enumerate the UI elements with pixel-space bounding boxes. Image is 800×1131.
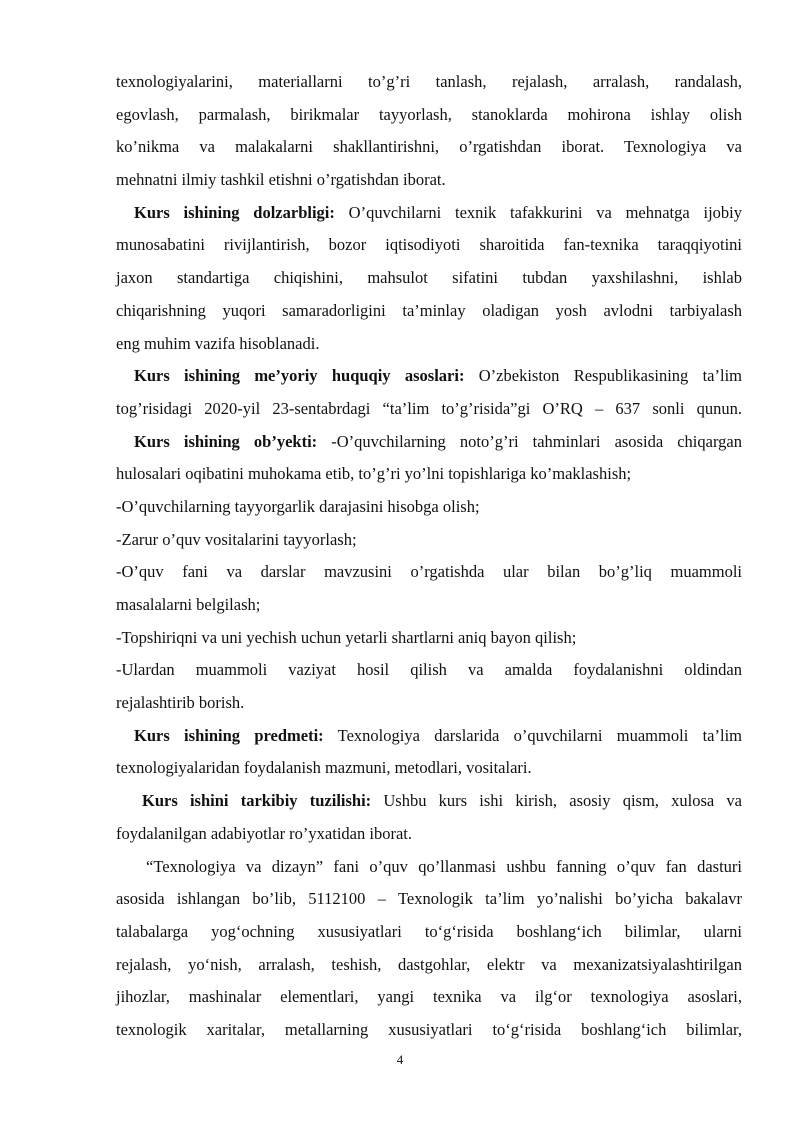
section-heading: Kurs ishining me’yoriy huquqiy asoslari: (134, 366, 465, 386)
text-line (116, 883, 742, 916)
text-line (116, 654, 742, 687)
text-segment: egovlash, parmalash, birikmalar tayyorlash, stanoklarda mohirona ishlay olish (116, 104, 742, 124)
text-segment: -Ulardan muammoli vaziyat hosil qilish va amalda foydalanishni oldindan (116, 660, 742, 680)
text-line (116, 752, 742, 785)
text-segment: masalalarni belgilash; (116, 595, 261, 614)
text-segment: -O’quvchilarning noto’g’ri tahminlari asosida chiqargan (317, 431, 742, 451)
text-line (116, 131, 742, 164)
text-segment: hulosalari oqibatini muhokama etib, to’g’ri yo’lni topishlariga ko’maklashish; (116, 464, 632, 484)
text-line (116, 99, 742, 132)
text-segment: Texnologiya darslarida o’quvchilarni muammoli ta’lim (323, 725, 742, 745)
section-heading: Kurs ishining predmeti: (134, 725, 324, 745)
text-segment: -O’quv fani va darslar mavzusini o’rgatishda ular bilan bo’g’liq muammoli (116, 562, 742, 582)
text-segment: O’zbekiston Respublikasining ta’lim (464, 366, 742, 386)
text-line (116, 720, 742, 753)
text-line (116, 197, 742, 230)
text-line (116, 328, 742, 361)
text-line (116, 262, 742, 295)
text-line (116, 589, 742, 622)
text-segment: ko’nikma va malakalarni shakllantirishni, o’rgatishdan iborat. Texnologiya va (116, 137, 742, 157)
text-line (116, 818, 742, 851)
text-segment: O’quvchilarni texnik tafakkurini va mehnatga ijobiy (334, 202, 742, 222)
section-heading: Kurs ishini tarkibiy tuzilishi: (142, 791, 372, 811)
text-segment: mehnatni ilmiy tashkil etishni o’rgatishdan iborat. (116, 170, 446, 190)
text-segment: rejalashtirib borish. (116, 693, 245, 713)
text-line (116, 949, 742, 982)
text-line (116, 785, 742, 818)
text-segment: texnologiyalarini, materiallarni to’g’ri tanlash, rejalash, arralash, randalash, (116, 72, 742, 91)
text-line (116, 426, 742, 459)
text-line (116, 622, 742, 655)
text-line (116, 229, 742, 262)
text-segment: rejalash, yo‘nish, arralash, teshish, dastgohlar, elektr va mexanizatsiyalashtirilgan (116, 954, 742, 974)
text-segment: “Texnologiya va dizayn” fani o’quv qo’llanmasi ushbu fanning o’quv fan dasturi (146, 856, 742, 876)
text-segment: jaxon standartiga chiqishini, mahsulot sifatini tubdan yaxshilashni, ishlab (116, 268, 742, 288)
text-segment: tog’risidagi 2020-yil 23-sentabrdagi “ta’lim to’g’risida”gi O’RQ – 637 sonli qunun. (116, 398, 742, 418)
text-line (116, 66, 742, 99)
text-segment: foydalanilgan adabiyotlar ro’yxatidan iborat. (116, 823, 412, 843)
text-segment: -Zarur o’quv vositalarini tayyorlash; (116, 529, 357, 549)
text-segment: jihozlar, mashinalar elementlari, yangi texnika va ilg‘or texnologiya asoslari, (116, 987, 742, 1007)
text-line (116, 1014, 742, 1047)
text-segment: talabalarga yog‘ochning xususiyatlari to‘g‘risida boshlang‘ich bilimlar, ularni (116, 921, 742, 941)
text-line (116, 916, 742, 949)
page-number: 4 (396, 1052, 404, 1067)
section-heading: Kurs ishining ob’yekti: (134, 431, 318, 451)
text-segment: -Topshiriqni va uni yechish uchun yetarli shartlarni aniq bayon qilish; (116, 627, 577, 647)
section-heading: Kurs ishining dolzarbligi: (134, 202, 335, 222)
text-segment: munosabatini rivijlantirish, bozor iqtisodiyoti sharoitida fan-texnika taraqqiyotini (116, 235, 742, 255)
text-line (116, 524, 742, 557)
text-line (116, 295, 742, 328)
text-line (116, 164, 742, 197)
text-line (116, 556, 742, 589)
text-segment: chiqarishning yuqori samaradorligini ta’minlay oladigan yosh avlodni tarbiyalash (116, 300, 742, 320)
text-line (116, 393, 742, 426)
text-line (116, 491, 742, 524)
text-segment: asosida ishlangan bo’lib, 5112100 – Texnologik ta’lim yo’nalishi bo’yicha bakalavr (116, 889, 742, 909)
text-line (116, 851, 742, 884)
text-segment: eng muhim vazifa hisoblanadi. (116, 333, 320, 353)
text-segment: texnologiyalaridan foydalanish mazmuni, metodlari, vositalari. (116, 758, 532, 778)
text-segment: texnologik xaritalar, metallarning xususiyatlari to‘g‘risida boshlang‘ich bilimlar, (116, 1019, 742, 1039)
text-line (116, 687, 742, 720)
text-line (116, 458, 742, 491)
text-segment: -O’quvchilarning tayyorgarlik darajasini hisobga olish; (116, 496, 480, 516)
text-segment: Ushbu kurs ishi kirish, asosiy qism, xulosa va (371, 791, 742, 811)
text-line (116, 360, 742, 393)
document-body (116, 66, 742, 1047)
text-line (116, 981, 742, 1014)
